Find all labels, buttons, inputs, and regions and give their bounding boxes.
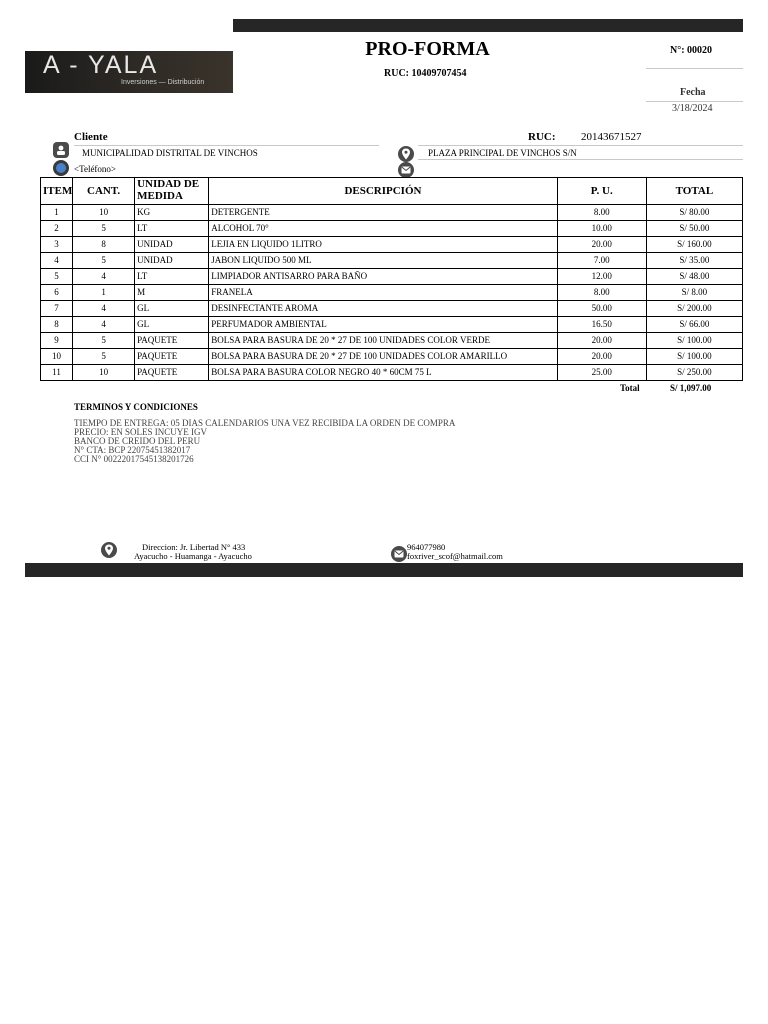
cell-cant: 10 bbox=[73, 205, 135, 221]
cell-descripcion: DESINFECTANTE AROMA bbox=[209, 301, 557, 317]
table-row bbox=[41, 333, 743, 349]
cell-pu: 10.00 bbox=[557, 221, 646, 237]
cell-pu: 25.00 bbox=[557, 365, 646, 381]
cell-item: 3 bbox=[41, 237, 73, 253]
cell-pu: 20.00 bbox=[557, 333, 646, 349]
user-icon bbox=[53, 142, 69, 158]
table-header bbox=[41, 178, 743, 205]
date-value: 3/18/2024 bbox=[672, 103, 713, 114]
cell-unidad: GL bbox=[135, 317, 209, 333]
table-row bbox=[41, 205, 743, 221]
cell-descripcion: LEJIA EN LIQUIDO 1LITRO bbox=[209, 237, 557, 253]
company-logo bbox=[25, 51, 233, 93]
document-title: PRO-FORMA bbox=[365, 38, 490, 60]
col-unidad: UNIDAD DE MEDIDA bbox=[135, 178, 209, 205]
items-table bbox=[40, 177, 743, 381]
logo-text: A - YALA bbox=[43, 51, 159, 79]
cell-total: S/ 8.00 bbox=[646, 285, 742, 301]
cell-total: S/ 200.00 bbox=[646, 301, 742, 317]
cell-total: S/ 50.00 bbox=[646, 221, 742, 237]
cell-pu: 50.00 bbox=[557, 301, 646, 317]
cell-descripcion: BOLSA PARA BASURA DE 20 * 27 DE 100 UNIDADES COLOR VERDE bbox=[209, 333, 557, 349]
cell-item: 1 bbox=[41, 205, 73, 221]
cell-item: 5 bbox=[41, 269, 73, 285]
divider bbox=[646, 101, 743, 102]
client-phone: <Teléfono> bbox=[74, 164, 117, 174]
cell-total: S/ 160.00 bbox=[646, 237, 742, 253]
cell-unidad: LT bbox=[135, 269, 209, 285]
document-number: N°: 00020 bbox=[670, 45, 713, 56]
phone-icon bbox=[53, 160, 69, 176]
table-row bbox=[41, 269, 743, 285]
footer-email: foxriver_scof@hatmail.com bbox=[407, 551, 503, 561]
cell-unidad: GL bbox=[135, 301, 209, 317]
table-row bbox=[41, 301, 743, 317]
col-total: TOTAL bbox=[646, 178, 742, 205]
cell-item: 8 bbox=[41, 317, 73, 333]
cell-unidad: PAQUETE bbox=[135, 349, 209, 365]
cell-cant: 5 bbox=[73, 349, 135, 365]
table-row bbox=[41, 285, 743, 301]
cell-unidad: UNIDAD bbox=[135, 237, 209, 253]
logo-tagline: Inversiones — Distribución bbox=[121, 79, 205, 86]
map-pin-icon bbox=[398, 146, 414, 162]
cell-unidad: LT bbox=[135, 221, 209, 237]
cell-pu: 8.00 bbox=[557, 205, 646, 221]
cell-item: 11 bbox=[41, 365, 73, 381]
cell-descripcion: BOLSA PARA BASURA COLOR NEGRO 40 * 60CM 75 L bbox=[209, 365, 557, 381]
cell-descripcion: DETERGENTE bbox=[209, 205, 557, 221]
divider bbox=[646, 68, 743, 69]
footer-address: Direccion: Jr. Libertad N° 433 bbox=[142, 542, 246, 552]
cell-total: S/ 250.00 bbox=[646, 365, 742, 381]
cell-pu: 8.00 bbox=[557, 285, 646, 301]
cell-cant: 1 bbox=[73, 285, 135, 301]
cell-cant: 4 bbox=[73, 269, 135, 285]
col-pu: P. U. bbox=[557, 178, 646, 205]
cell-descripcion: FRANELA bbox=[209, 285, 557, 301]
col-descripcion: DESCRIPCIÓN bbox=[209, 178, 557, 205]
cell-descripcion: ALCOHOL 70° bbox=[209, 221, 557, 237]
cell-item: 10 bbox=[41, 349, 73, 365]
cell-unidad: M bbox=[135, 285, 209, 301]
table-row bbox=[41, 237, 743, 253]
mail-icon bbox=[398, 162, 414, 178]
cell-total: S/ 35.00 bbox=[646, 253, 742, 269]
cell-cant: 5 bbox=[73, 333, 135, 349]
divider bbox=[418, 159, 743, 160]
cell-unidad: UNIDAD bbox=[135, 253, 209, 269]
footer-city: Ayacucho - Huamanga - Ayacucho bbox=[134, 551, 252, 561]
cell-descripcion: JABON LIQUIDO 500 ML bbox=[209, 253, 557, 269]
table-row bbox=[41, 349, 743, 365]
divider bbox=[74, 145, 379, 146]
cell-unidad: PAQUETE bbox=[135, 365, 209, 381]
header-bar bbox=[233, 19, 743, 32]
client-ruc-label: RUC: bbox=[528, 131, 556, 143]
terms-line: CCI N° 00222017545138201726 bbox=[74, 454, 194, 464]
cell-item: 9 bbox=[41, 333, 73, 349]
cell-cant: 4 bbox=[73, 317, 135, 333]
terms-line: BANCO DE CREIDO DEL PERU bbox=[74, 436, 201, 446]
cell-cant: 5 bbox=[73, 253, 135, 269]
cell-unidad: PAQUETE bbox=[135, 333, 209, 349]
cell-descripcion: BOLSA PARA BASURA DE 20 * 27 DE 100 UNIDADES COLOR AMARILLO bbox=[209, 349, 557, 365]
client-address: PLAZA PRINCIPAL DE VINCHOS S/N bbox=[428, 148, 577, 158]
cell-total: S/ 100.00 bbox=[646, 349, 742, 365]
divider bbox=[418, 145, 743, 146]
cell-pu: 7.00 bbox=[557, 253, 646, 269]
terms-line: TIEMPO DE ENTREGA: 05 DIAS CALENDARIOS UNA VEZ RECIBIDA LA ORDEN DE COMPRA bbox=[74, 418, 456, 428]
cell-cant: 8 bbox=[73, 237, 135, 253]
client-label: Cliente bbox=[74, 131, 108, 143]
cell-total: S/ 48.00 bbox=[646, 269, 742, 285]
client-name: MUNICIPALIDAD DISTRITAL DE VINCHOS bbox=[82, 148, 258, 158]
total-value: S/ 1,097.00 bbox=[670, 383, 712, 393]
table-row bbox=[41, 221, 743, 237]
cell-cant: 5 bbox=[73, 221, 135, 237]
footer-bar bbox=[25, 563, 743, 577]
cell-pu: 12.00 bbox=[557, 269, 646, 285]
cell-cant: 4 bbox=[73, 301, 135, 317]
cell-pu: 20.00 bbox=[557, 237, 646, 253]
terms-title: TERMINOS Y CONDICIONES bbox=[74, 402, 198, 412]
cell-pu: 20.00 bbox=[557, 349, 646, 365]
client-ruc: 20143671527 bbox=[581, 131, 642, 143]
cell-unidad: KG bbox=[135, 205, 209, 221]
cell-item: 6 bbox=[41, 285, 73, 301]
footer-phone: 964077980 bbox=[407, 542, 446, 552]
cell-item: 2 bbox=[41, 221, 73, 237]
terms-line: N° CTA: BCP 22075451382017 bbox=[74, 445, 191, 455]
col-cant: CANT. bbox=[73, 178, 135, 205]
company-ruc: RUC: 10409707454 bbox=[384, 68, 467, 79]
cell-item: 4 bbox=[41, 253, 73, 269]
mail-icon bbox=[391, 546, 407, 562]
table-row bbox=[41, 253, 743, 269]
map-pin-icon bbox=[101, 542, 117, 558]
col-item: ITEM bbox=[41, 178, 73, 205]
total-label: Total bbox=[620, 383, 640, 393]
cell-total: S/ 66.00 bbox=[646, 317, 742, 333]
cell-total: S/ 80.00 bbox=[646, 205, 742, 221]
cell-item: 7 bbox=[41, 301, 73, 317]
cell-cant: 10 bbox=[73, 365, 135, 381]
cell-total: S/ 100.00 bbox=[646, 333, 742, 349]
cell-descripcion: LIMPIADOR ANTISARRO PARA BAÑO bbox=[209, 269, 557, 285]
cell-descripcion: PERFUMADOR AMBIENTAL bbox=[209, 317, 557, 333]
table-row bbox=[41, 365, 743, 381]
terms-line: PRECIO: EN SOLES INCUYE IGV bbox=[74, 427, 208, 437]
date-label: Fecha bbox=[680, 87, 706, 98]
table-row bbox=[41, 317, 743, 333]
cell-pu: 16.50 bbox=[557, 317, 646, 333]
